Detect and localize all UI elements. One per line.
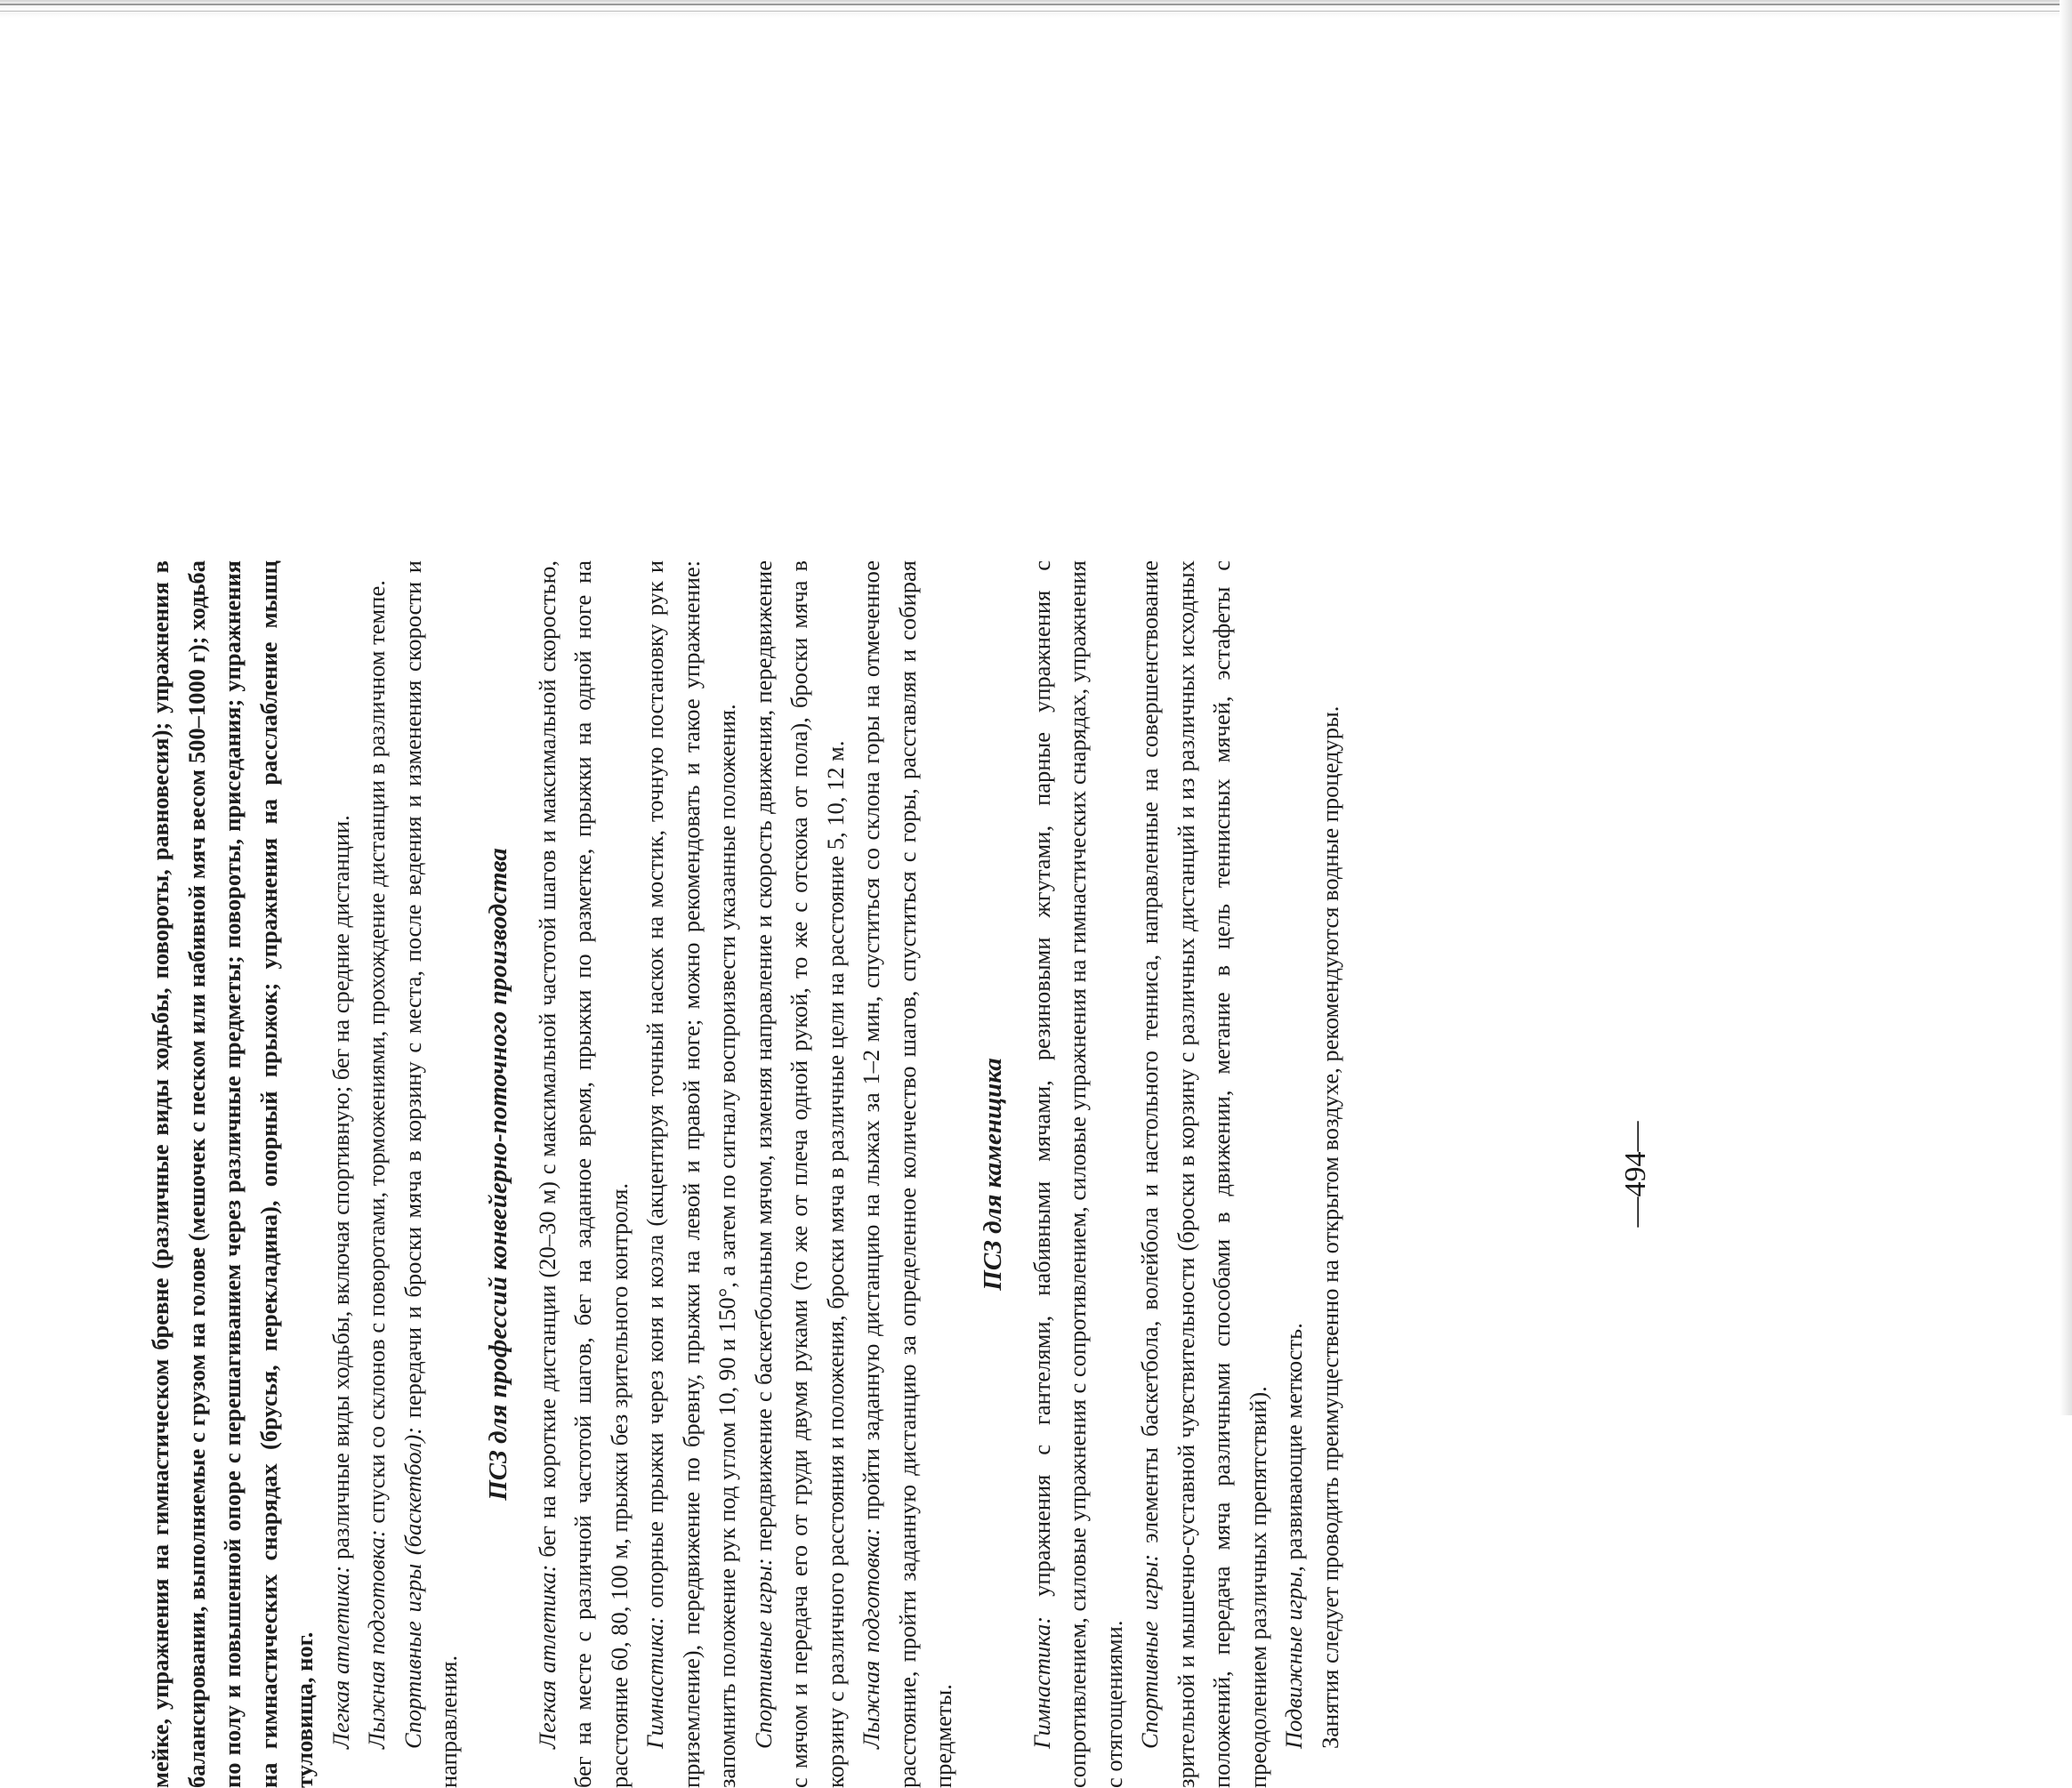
- paragraph-label: Легкая атлетика:: [533, 1564, 560, 1749]
- paragraph-text: Занятия следует проводить преимущественно на открытом воздухе, рекомендуются водные процедуры.: [1316, 705, 1343, 1749]
- paragraph-label: Гимнастика:: [1028, 1615, 1055, 1749]
- paragraph-text: спуски со склонов с поворотами, торможениями, прохождение дистанции в различном темпе.: [363, 580, 390, 1530]
- paragraph-text: развивающие меткость.: [1280, 1323, 1307, 1567]
- paragraph-text: различные виды ходьбы, включая спортивную; бег на средние дистанции.: [327, 815, 354, 1566]
- paragraph-label: Лыжная подготовка:: [858, 1527, 884, 1749]
- paragraph-athletics-1: [323, 560, 359, 1788]
- scan-right-edge: [2060, 0, 2072, 1415]
- paragraph-games-1: [395, 560, 467, 1788]
- paragraph-label: Спортивные игры:: [749, 1558, 777, 1749]
- paragraph-outdoor-games: [1276, 560, 1312, 1788]
- paragraph-text: бег на короткие дистанции (20–30 м) с максимальной частотой шагов и максимальной скоростью, бег на месте с различной частотой шагов, бег на заданное время, прыжки по разметке, прыжки на одной ноге на расстояние 60, 80, 100 м, прыжки без зрительного контроля.: [533, 560, 633, 1788]
- page-content: [142, 560, 1744, 1788]
- paragraph-label: Спортивные игры:: [1136, 1553, 1163, 1749]
- paragraph-text: элементы баскетбола, волейбола и настольного тенниса, направленные на совершенствование зрительной и мышечно-суставной чувствительности (броски в корзину с различных дистанций и из различных исходных положений, передача мяча различными способами в движении, метание в цель теннисных мячей, эстафеты с преодолением различных препятствий).: [1136, 560, 1271, 1788]
- section-heading-mason: ПСЗ для каменщика: [978, 1058, 1007, 1291]
- paragraph-athletics-2: [529, 560, 638, 1788]
- paragraph-text: передачи и броски мяча в корзину с места, после ведения и изменения скорости и направления.: [399, 560, 462, 1788]
- paragraph-games-3: [1132, 560, 1276, 1788]
- paragraph-ski-1: [359, 560, 395, 1788]
- intro-paragraph: мейке, упражнения на гимнастическом бревне (различные виды ходьбы, повороты, равновесия); упражнения в балансировании, выполняемые с грузом на голове (мешочек с песком или набивной мяч весом 500–1000 г); ходьба по полу и повышенной опоре с перешагиванием через различные предметы; повороты, приседания; упражнения на гимнастических снарядах (брусья, перекладина), опорный прыжок; упражнения на расслабление мышц туловища, ног.: [147, 560, 318, 1788]
- page-number: —494—: [1619, 1121, 1652, 1228]
- paragraph-text: пройти заданную дистанцию на лыжах за 1–2 мин, спуститься со склона горы на отмеченное расстояние, пройти заданную дистанцию за определенное количество шагов, спуститься с горы, расставляя и собирая предметы.: [858, 560, 956, 1788]
- paragraph-label: Лыжная подготовка:: [363, 1529, 390, 1749]
- paragraph-gymnastics-3: [1024, 560, 1133, 1788]
- paragraph-ski-2: [853, 560, 962, 1788]
- scan-top-edge: [0, 0, 2072, 18]
- paragraph-label: Легкая атлетика:: [327, 1565, 354, 1749]
- scan-line-top: [0, 4, 2072, 5]
- paragraph-text: опорные прыжки через коня и козла (акцентируя точный наскок на мостик, точную постановку рук и приземление), передвижение по бревну, прыжки на левой и правой ноге; можно рекомендовать и такое упражнение: запомнить положение рук под углом 10, 90 и 150°, а затем по сигналу воспроизвести указанные положения.: [641, 560, 740, 1788]
- paragraph-text: упражнения с гантелями, набивными мячами, резиновыми жгутами, парные упражнения с сопротивлением, силовые упражнения с сопротивлением, силовые упражнения на гимнастических снарядах, упражнения с отягощениями.: [1028, 560, 1127, 1788]
- section-heading-conveyor: ПСЗ для профессий конвейерно-поточного производства: [483, 848, 512, 1501]
- paragraph-text: передвижение с баскетбольным мячом, изменяя направление и скорость движения, передвижение с мячом и передача его от груди двумя руками (то же от плеча одной рукой, то же с отскока от пола), броски мяча в корзину с различного расстояния и положения, броски мяча в различные цели на расстояние 5, 10, 12 м.: [749, 560, 849, 1788]
- rotated-page: [142, 560, 1744, 1788]
- paragraph-gymnastics-2: [637, 560, 746, 1788]
- paragraph-recommendation: [1312, 560, 1349, 1788]
- scan-line-secondary: [0, 11, 2072, 12]
- paragraph-label: Спортивные игры (баскетбол):: [399, 1426, 426, 1749]
- paragraph-label: Гимнастика:: [641, 1615, 668, 1749]
- paragraph-games-2: [746, 560, 854, 1788]
- paragraph-label: Подвижные игры,: [1280, 1566, 1307, 1749]
- body-text: [142, 560, 1348, 1788]
